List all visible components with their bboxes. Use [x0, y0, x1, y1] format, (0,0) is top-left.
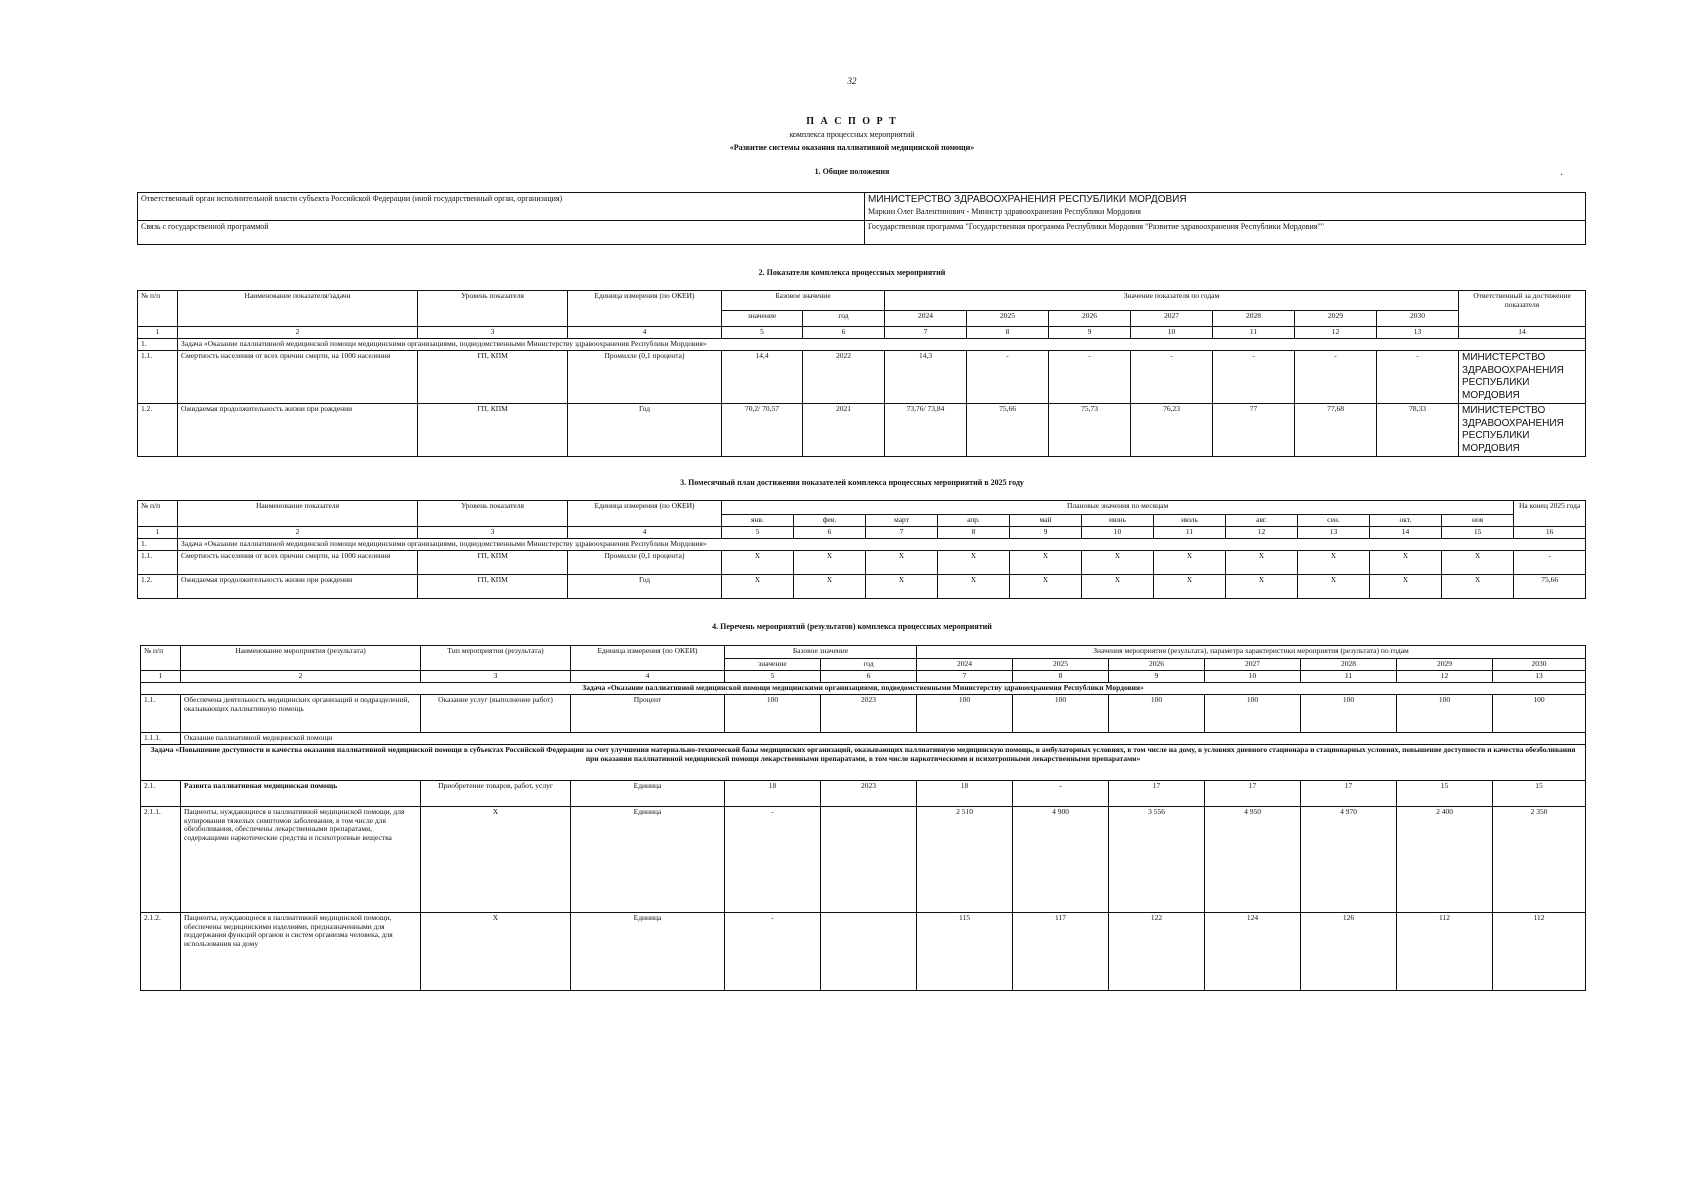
year-value: 4 970	[1301, 807, 1397, 913]
table-row	[141, 781, 1586, 807]
month-value: X	[1298, 551, 1370, 575]
year-value: 2 400	[1397, 807, 1493, 913]
stray-mark: ·	[1560, 170, 1564, 181]
col-header-month: авг.	[1226, 515, 1298, 527]
task-text: Задача «Повышение доступности и качества оказания паллиативной медицинской помощи в субъектах Российской Федерации за счет улучшения материально-технической базы медицинских организаций, оказывающих паллиативную медицинскую помощь, в амбулаторных условиях, в том числе на дому, в условиях дневного стационара и стационарных условиях, повышение доступности и качества обезболивания при оказании паллиативной медицинской помощи лекарственными препаратами, в том числе наркотическими и психотропными лекарственными препаратами»	[141, 745, 1586, 781]
year-value: 76,23	[1131, 404, 1213, 457]
activity-type: Приобретение товаров, работ, услуг	[421, 781, 571, 807]
col-number: 14	[1370, 527, 1442, 539]
col-header-by-years: Значение показателя по годам	[885, 291, 1459, 311]
col-header-year: 2026	[1049, 311, 1131, 327]
year-value: -	[1295, 351, 1377, 404]
responsible-org: МИНИСТЕРСТВО ЗДРАВООХРАНЕНИЯ РЕСПУБЛИКИ МОРДОВИЯ	[1459, 351, 1586, 404]
base-value: -	[725, 913, 821, 991]
col-header-level: Уровень показателя	[418, 291, 568, 327]
month-value: X	[938, 551, 1010, 575]
col-number: 2	[178, 327, 418, 339]
col-number: 11	[1213, 327, 1295, 339]
task-num: 1.	[138, 339, 178, 351]
month-value: X	[1442, 551, 1514, 575]
column-numbers-row	[141, 671, 1586, 683]
activity-type: X	[421, 913, 571, 991]
activity-type: Оказание услуг (выполнение работ)	[421, 695, 571, 733]
row-num: 1.1.	[138, 351, 178, 404]
year-value: 17	[1109, 781, 1205, 807]
col-number: 2	[178, 527, 418, 539]
task-text: Задача «Оказание паллиативной медицинской помощи медицинскими организациями, подведомственными Министерству здравоохранения Республики Мордовия»	[141, 683, 1586, 695]
col-header-year: 2027	[1131, 311, 1213, 327]
activity-name: Развита паллиативная медицинская помощь	[181, 781, 421, 807]
col-header-unit: Единица измерения (по ОКЕИ)	[568, 501, 722, 527]
indicator-name: Смертность населения от всех причин смерти, на 1000 населения	[178, 551, 418, 575]
table-row	[141, 807, 1586, 913]
month-value: X	[1370, 551, 1442, 575]
indicator-name: Смертность населения от всех причин смерти, на 1000 населения	[178, 351, 418, 404]
col-number: 3	[421, 671, 571, 683]
col-number: 5	[725, 671, 821, 683]
col-number: 8	[1013, 671, 1109, 683]
col-header-unit: Единица измерения (по ОКЕИ)	[568, 291, 722, 327]
month-value: X	[866, 575, 938, 599]
col-header-year: 2024	[885, 311, 967, 327]
col-header-month: июнь	[1082, 515, 1154, 527]
col-number: 6	[803, 327, 885, 339]
responsible-person: Маркин Олег Валентинович - Министр здравоохранения Республики Мордовия	[868, 206, 1141, 216]
month-value: X	[1010, 551, 1082, 575]
col-number: 14	[1459, 327, 1586, 339]
page-number: 32	[847, 76, 857, 86]
row-num: 1.1.	[138, 551, 178, 575]
col-number: 6	[821, 671, 917, 683]
col-number: 9	[1010, 527, 1082, 539]
year-value: 15	[1493, 781, 1586, 807]
col-number: 13	[1493, 671, 1586, 683]
task-text: Задача «Оказание паллиативной медицинской помощи медицинскими организациями, подведомственными Министерству здравоохранения Республики Мордовия»	[178, 339, 1586, 351]
col-header-month: ноя	[1442, 515, 1514, 527]
task-row	[138, 539, 1586, 551]
activity-unit: Единица	[571, 913, 725, 991]
row-num: 1.2.	[138, 404, 178, 457]
col-header-year: 2028	[1213, 311, 1295, 327]
col-number: 12	[1397, 671, 1493, 683]
month-value: X	[866, 551, 938, 575]
base-year	[821, 807, 917, 913]
year-value: 115	[917, 913, 1013, 991]
col-header-month: март	[866, 515, 938, 527]
base-year: 2021	[803, 404, 885, 457]
col-number: 7	[917, 671, 1013, 683]
year-value: 100	[1301, 695, 1397, 733]
col-header-month: июль	[1154, 515, 1226, 527]
table-row	[138, 351, 1586, 404]
col-header-month: янв.	[722, 515, 794, 527]
col-header-month: май	[1010, 515, 1082, 527]
task-row	[141, 745, 1586, 781]
activity-name: Обеспечена деятельность медицинских организаций и подразделений, оказывающих паллиативную помощь	[181, 695, 421, 733]
month-value: X	[938, 575, 1010, 599]
year-value: 4 950	[1205, 807, 1301, 913]
section3-title: 3. Помесячный план достижения показателей комплекса процессных мероприятий в 2025 году	[680, 478, 1024, 487]
year-value: 77	[1213, 404, 1295, 457]
month-value: X	[1442, 575, 1514, 599]
responsible-label: Ответственный орган исполнительной власти субъекта Российской Федерации (иной государственный орган, организация)	[138, 193, 865, 221]
col-header-base-value: значение	[722, 311, 803, 327]
year-value: 14,3	[885, 351, 967, 404]
col-header-base-value: значение	[725, 659, 821, 671]
col-header-year: 2030	[1377, 311, 1459, 327]
year-value: 75,73	[1049, 404, 1131, 457]
month-value: X	[1226, 551, 1298, 575]
table-row	[141, 733, 1586, 745]
base-value: 18	[725, 781, 821, 807]
indicator-name: Ожидаемая продолжительность жизни при рождении	[178, 575, 418, 599]
indicator-unit: Год	[568, 404, 722, 457]
year-end-value: -	[1514, 551, 1586, 575]
col-number: 11	[1301, 671, 1397, 683]
col-number: 9	[1109, 671, 1205, 683]
col-header-year: 2026	[1109, 659, 1205, 671]
month-value: X	[1082, 575, 1154, 599]
col-header-responsible: Ответственный за достижение показателя	[1459, 291, 1586, 327]
col-number: 2	[181, 671, 421, 683]
base-year: 2023	[821, 695, 917, 733]
col-header-year: 2024	[917, 659, 1013, 671]
section4-title: 4. Перечень мероприятий (результатов) комплекса процессных мероприятий	[712, 622, 992, 631]
month-value: X	[722, 551, 794, 575]
col-header-year: 2027	[1205, 659, 1301, 671]
year-value: 75,66	[967, 404, 1049, 457]
col-number: 16	[1514, 527, 1586, 539]
base-year	[821, 913, 917, 991]
activity-unit: Единица	[571, 807, 725, 913]
month-value: X	[1010, 575, 1082, 599]
col-number: 12	[1295, 327, 1377, 339]
program-name: «Развитие системы оказания паллиативной медицинской помощи»	[729, 143, 975, 152]
indicator-unit: Год	[568, 575, 722, 599]
table-row	[138, 221, 1586, 245]
table-row	[138, 193, 1586, 221]
task-text: Задача «Оказание паллиативной медицинской помощи медицинскими организациями, подведомственными Министерству здравоохранения Республики Мордовия»	[178, 539, 1586, 551]
year-value: 100	[1397, 695, 1493, 733]
program-link-value: Государственная программа "Государственная программа Республики Мордовия "Развитие здравоохранения Республики Мордовия""	[865, 221, 1586, 245]
col-number: 6	[794, 527, 866, 539]
table-row	[141, 913, 1586, 991]
col-number: 3	[418, 527, 568, 539]
year-value: -	[967, 351, 1049, 404]
col-header-month: апр.	[938, 515, 1010, 527]
year-value: 124	[1205, 913, 1301, 991]
year-value: -	[1049, 351, 1131, 404]
col-number: 11	[1154, 527, 1226, 539]
task-num: 1.	[138, 539, 178, 551]
responsible-org: МИНИСТЕРСТВО ЗДРАВООХРАНЕНИЯ РЕСПУБЛИКИ МОРДОВИЯ	[1459, 404, 1586, 457]
col-header-year: 2025	[967, 311, 1049, 327]
year-value: 100	[917, 695, 1013, 733]
month-value: X	[1298, 575, 1370, 599]
month-value: X	[1082, 551, 1154, 575]
col-header-base: Базовое значение	[722, 291, 885, 311]
col-header-level: Уровень показателя	[418, 501, 568, 527]
month-value: X	[1154, 551, 1226, 575]
year-value: 18	[917, 781, 1013, 807]
indicator-name: Ожидаемая продолжительность жизни при рождении	[178, 404, 418, 457]
activity-unit: Процент	[571, 695, 725, 733]
section1-title: 1. Общие положения	[814, 167, 890, 176]
col-header-monthly: Плановые значения по месяцам	[722, 501, 1514, 515]
col-number: 8	[967, 327, 1049, 339]
col-number: 13	[1298, 527, 1370, 539]
activity-name: Пациенты, нуждающиеся в паллиативной медицинской помощи, обеспечены медицинскими изделиями, предназначенными для поддержания функций органов и систем организма человека, для использования на дому	[181, 913, 421, 991]
year-value: 122	[1109, 913, 1205, 991]
col-number: 15	[1442, 527, 1514, 539]
section2-title: 2. Показатели комплекса процессных мероприятий	[758, 268, 946, 277]
col-number: 5	[722, 527, 794, 539]
col-number: 4	[568, 327, 722, 339]
col-number: 8	[938, 527, 1010, 539]
year-value: 15	[1397, 781, 1493, 807]
col-header-name: Наименование мероприятия (результата)	[181, 646, 421, 671]
col-header-by-years: Значения мероприятия (результата), параметра характеристики мероприятия (результата) по годам	[917, 646, 1586, 659]
col-number: 9	[1049, 327, 1131, 339]
row-num: 1.1.	[141, 695, 181, 733]
col-header-base-year: год	[821, 659, 917, 671]
month-value: X	[1370, 575, 1442, 599]
year-value: 100	[1109, 695, 1205, 733]
base-year: 2023	[821, 781, 917, 807]
table-header-row	[138, 291, 1586, 311]
col-header-year: 2029	[1397, 659, 1493, 671]
indicator-level: ГП, КПМ	[418, 351, 568, 404]
year-value: -	[1213, 351, 1295, 404]
year-end-value: 75,66	[1514, 575, 1586, 599]
responsible-org: МИНИСТЕРСТВО ЗДРАВООХРАНЕНИЯ РЕСПУБЛИКИ МОРДОВИЯ	[868, 194, 1187, 205]
base-year: 2022	[803, 351, 885, 404]
activities-table	[140, 645, 1586, 991]
table-row	[138, 404, 1586, 457]
col-number: 3	[418, 327, 568, 339]
col-number: 1	[138, 327, 178, 339]
activity-name: Оказание паллиативной медицинской помощи	[181, 733, 1586, 745]
year-value: -	[1131, 351, 1213, 404]
monthly-plan-table	[137, 500, 1586, 599]
document-subtitle: комплекса процессных мероприятий	[789, 130, 915, 139]
indicator-level: ГП, КПМ	[418, 551, 568, 575]
month-value: X	[1226, 575, 1298, 599]
col-number: 13	[1377, 327, 1459, 339]
indicator-unit: Промилле (0,1 процента)	[568, 551, 722, 575]
month-value: X	[722, 575, 794, 599]
year-value: 17	[1301, 781, 1397, 807]
year-value: 112	[1493, 913, 1586, 991]
row-num: 2.1.	[141, 781, 181, 807]
year-value: 17	[1205, 781, 1301, 807]
col-header-year: 2030	[1493, 659, 1586, 671]
month-value: X	[1154, 575, 1226, 599]
year-value: 73,76/ 73,84	[885, 404, 967, 457]
col-number: 4	[568, 527, 722, 539]
col-number: 4	[571, 671, 725, 683]
year-value: -	[1377, 351, 1459, 404]
table-row	[138, 551, 1586, 575]
table-row	[138, 575, 1586, 599]
col-number: 10	[1131, 327, 1213, 339]
col-header-name: Наименование показателя/задачи	[178, 291, 418, 327]
year-value: 78,33	[1377, 404, 1459, 457]
base-value: -	[725, 807, 821, 913]
column-numbers-row	[138, 327, 1586, 339]
year-value: 100	[1493, 695, 1586, 733]
col-header-num: № п/п	[138, 291, 178, 327]
col-header-month: окт.	[1370, 515, 1442, 527]
year-value: 112	[1397, 913, 1493, 991]
year-value: 4 900	[1013, 807, 1109, 913]
row-num: 2.1.1.	[141, 807, 181, 913]
col-header-base-year: год	[803, 311, 885, 327]
col-number: 7	[885, 327, 967, 339]
col-number: 7	[866, 527, 938, 539]
row-num: 2.1.2.	[141, 913, 181, 991]
year-value: 2 510	[917, 807, 1013, 913]
general-table	[137, 192, 1586, 245]
base-value: 70,2/ 70,57	[722, 404, 803, 457]
row-num: 1.1.1.	[141, 733, 181, 745]
month-value: X	[794, 551, 866, 575]
col-header-name: Наименование показателя	[178, 501, 418, 527]
year-value: 126	[1301, 913, 1397, 991]
table-header-row	[141, 646, 1586, 659]
year-value: 2 350	[1493, 807, 1586, 913]
row-num: 1.2.	[138, 575, 178, 599]
activity-name: Пациенты, нуждающиеся в паллиативной медицинской помощи, для купирования тяжелых симптомов заболевания, в том числе для обезболивания, обеспечены лекарственными препаратами, содержащими наркотические средства и психотропные вещества	[181, 807, 421, 913]
table-row	[141, 695, 1586, 733]
activity-type: X	[421, 807, 571, 913]
activity-unit: Единица	[571, 781, 725, 807]
col-header-month: фев.	[794, 515, 866, 527]
col-number: 1	[138, 527, 178, 539]
col-number: 12	[1226, 527, 1298, 539]
table-header-row	[138, 501, 1586, 515]
year-value: 117	[1013, 913, 1109, 991]
col-header-year: 2028	[1301, 659, 1397, 671]
task-row	[138, 339, 1586, 351]
year-value: 77,68	[1295, 404, 1377, 457]
year-value: 100	[1205, 695, 1301, 733]
month-value: X	[794, 575, 866, 599]
col-header-year-end: На конец 2025 года	[1514, 501, 1586, 527]
col-header-num: № п/п	[138, 501, 178, 527]
task-row	[141, 683, 1586, 695]
col-header-month: сен.	[1298, 515, 1370, 527]
col-header-type: Тип мероприятия (результата)	[421, 646, 571, 671]
year-value: -	[1013, 781, 1109, 807]
col-header-year: 2025	[1013, 659, 1109, 671]
col-number: 10	[1205, 671, 1301, 683]
col-number: 5	[722, 327, 803, 339]
year-value: 100	[1013, 695, 1109, 733]
indicator-level: ГП, КПМ	[418, 404, 568, 457]
base-value: 100	[725, 695, 821, 733]
indicator-level: ГП, КПМ	[418, 575, 568, 599]
col-header-unit: Единица измерения (по ОКЕИ)	[571, 646, 725, 671]
col-header-base: Базовое значение	[725, 646, 917, 659]
indicator-unit: Промилле (0,1 процента)	[568, 351, 722, 404]
col-header-num: № п/п	[141, 646, 181, 671]
col-number: 1	[141, 671, 181, 683]
column-numbers-row	[138, 527, 1586, 539]
base-value: 14,4	[722, 351, 803, 404]
document-title: П А С П О Р Т	[806, 116, 898, 127]
col-header-year: 2029	[1295, 311, 1377, 327]
year-value: 3 556	[1109, 807, 1205, 913]
program-link-label: Связь с государственной программой	[138, 221, 865, 245]
indicators-table	[137, 290, 1586, 457]
col-number: 10	[1082, 527, 1154, 539]
